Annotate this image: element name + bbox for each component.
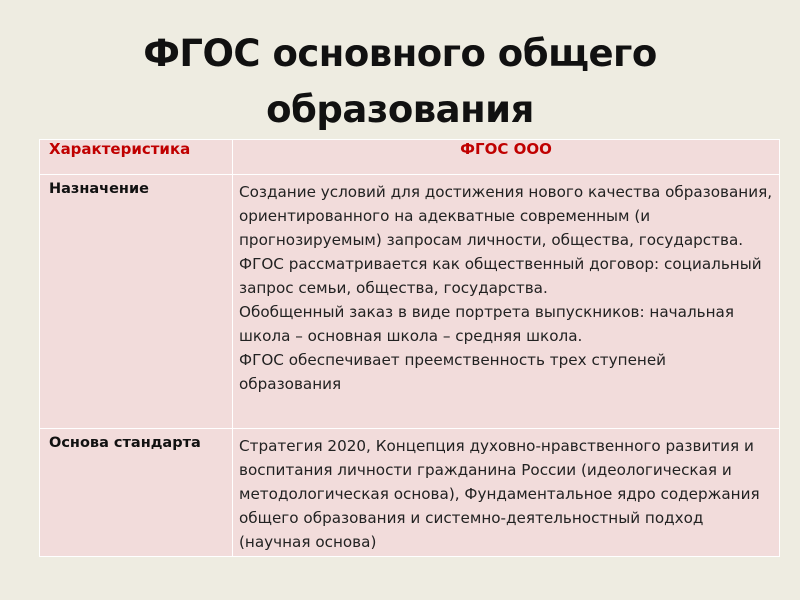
column-header-fgos-ooo: ФГОС ООО	[233, 140, 780, 175]
row-content-purpose	[233, 175, 780, 429]
table-row	[40, 175, 780, 429]
paragraph: Создание условий для достижения нового качества образования, ориентированного на адекватные современным (и прогнозируемым) запросам личности, общества, государства. ФГОС рассматривается как общественный договор: социальный запрос семьи, общества, государства.	[239, 183, 773, 297]
page-title	[0, 26, 800, 138]
paragraph: ФГОС обеспечивает преемственность трех ступеней образования	[239, 351, 667, 393]
paragraph: Стратегия 2020, Концепция духовно-нравственного развития и воспитания личности гражданина России (идеологическая и методологическая основа), Фундаментальное ядро содержания общего образования и системно-деятельностный подход (научная основа)	[239, 437, 760, 551]
table-row	[40, 429, 780, 557]
paragraph: Обобщенный заказ в виде портрета выпускников: начальная школа – основная школа – средняя школа.	[239, 303, 734, 345]
column-header-characteristic: Характеристика	[40, 140, 233, 175]
page-title-line-1: ФГОС основного общего	[143, 32, 657, 75]
table-header-row	[40, 140, 780, 175]
row-label-purpose: Назначение	[40, 175, 233, 429]
row-content-standard-basis	[233, 429, 780, 557]
comparison-table	[39, 139, 780, 557]
page-title-line-2: образования	[266, 88, 534, 131]
row-label-standard-basis: Основа стандарта	[40, 429, 233, 557]
